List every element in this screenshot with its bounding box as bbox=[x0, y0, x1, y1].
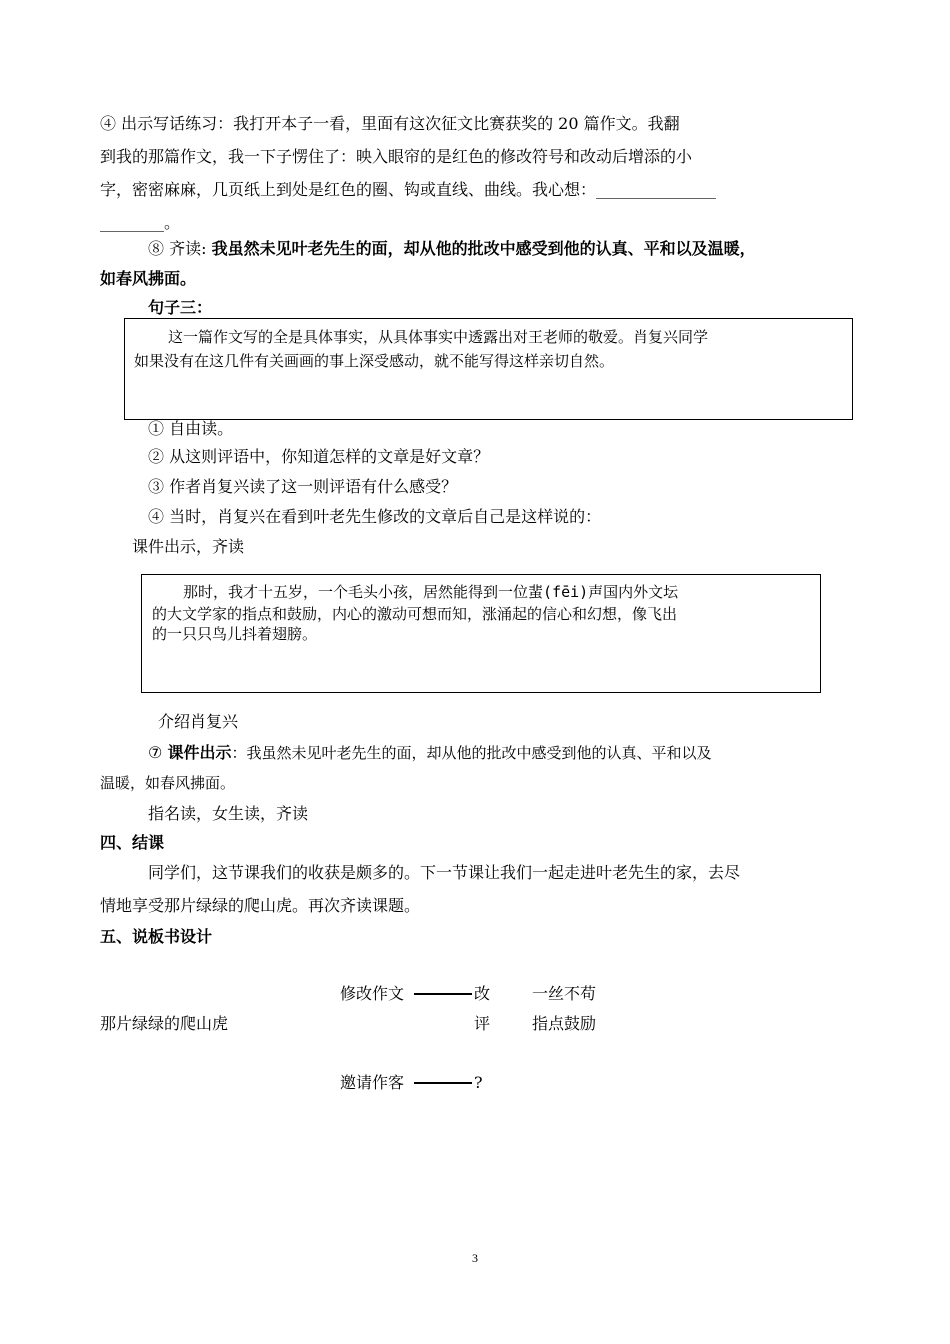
courseware-line-2: 温暖，如春风拂面。 bbox=[100, 774, 236, 792]
question-4: ④ 当时，肖复兴在看到叶老先生修改的文章后自己是这样说的： bbox=[148, 507, 602, 526]
section-5-title: 五、说板书设计 bbox=[100, 927, 213, 946]
section-4-line-2: 情地享受那片绿绿的爬山虎。再次齐读课题。 bbox=[100, 896, 421, 915]
board-ping: 评 bbox=[474, 1014, 491, 1033]
exercise-line-3: 字，密密麻麻，几页纸上到处是红色的圈、钩或直线、曲线。我心想：_______________ bbox=[100, 180, 717, 199]
choral-read-text: 我虽然未见叶老先生的面，却从他的批改中感受到他的认真、平和以及温暖， bbox=[211, 239, 756, 258]
board-gai: 改 bbox=[474, 984, 491, 1003]
comment-line-1: 这一篇作文写的全是具体事实，从具体事实中透露出对王老师的敬爱。肖复兴同学 bbox=[168, 328, 709, 346]
courseware-line-1 bbox=[148, 742, 711, 764]
courseware-prefix: ⑦ bbox=[148, 743, 168, 762]
board-revise: 修改作文 bbox=[340, 984, 405, 1003]
section-4-line-1: 同学们，这节课我们的收获是颇多的。下一节课让我们一起走进叶老先生的家，去尽 bbox=[148, 863, 741, 882]
board-zhidian: 指点鼓励 bbox=[532, 1014, 597, 1033]
board-invite: 邀请作客 bbox=[340, 1073, 405, 1092]
choral-read-prefix: ⑧ 齐读: bbox=[148, 239, 212, 258]
board-yisi: 一丝不苟 bbox=[532, 984, 597, 1003]
exercise-line-1: ④ 出示写话练习：我打开本子一看，里面有这次征文比赛获奖的 20 篇作文。我翻 bbox=[100, 114, 680, 133]
board-title: 那片绿绿的爬山虎 bbox=[100, 1014, 229, 1033]
reading-modes: 指名读，女生读，齐读 bbox=[148, 804, 309, 823]
choral-read-line-1 bbox=[148, 238, 756, 260]
sentence-three-title: 句子三： bbox=[148, 298, 213, 317]
question-2: ② 从这则评语中，你知道怎样的文章是好文章？ bbox=[148, 447, 490, 466]
quote-line-2: 的大文学家的指点和鼓励，内心的激动可想而知，涨涌起的信心和幻想，像飞出 bbox=[152, 605, 678, 623]
choral-read-line-2: 如春风拂面。 bbox=[100, 269, 197, 288]
question-3: ③ 作者肖复兴读了这一则评语有什么感受？ bbox=[148, 477, 458, 496]
courseware-label: 课件出示 bbox=[167, 743, 232, 762]
board-arrow-1 bbox=[414, 993, 472, 995]
exercise-line-2: 到我的那篇作文，我一下子愣住了：映入眼帘的是红色的修改符号和改动后增添的小 bbox=[100, 147, 693, 166]
board-question: ? bbox=[474, 1073, 483, 1092]
board-arrow-2 bbox=[414, 1082, 472, 1084]
quote-line-3: 的一只只鸟儿抖着翅膀。 bbox=[152, 625, 318, 643]
quote-line-1: 那时，我才十五岁，一个毛头小孩，居然能得到一位蜚(fēi)声国内外文坛 bbox=[183, 583, 679, 601]
page-number: 3 bbox=[472, 1251, 478, 1265]
intro-xiao: 介绍肖复兴 bbox=[158, 712, 239, 731]
courseware-read: 课件出示，齐读 bbox=[132, 537, 245, 556]
exercise-line-4: ________。 bbox=[100, 213, 181, 232]
section-4-title: 四、结课 bbox=[100, 833, 165, 852]
comment-line-2: 如果没有在这几件有关画画的事上深受感动，就不能写得这样亲切自然。 bbox=[134, 352, 615, 370]
question-1: ① 自由读。 bbox=[148, 419, 234, 438]
courseware-text: ：我虽然未见叶老先生的面，却从他的批改中感受到他的认真、平和以及 bbox=[231, 744, 712, 762]
